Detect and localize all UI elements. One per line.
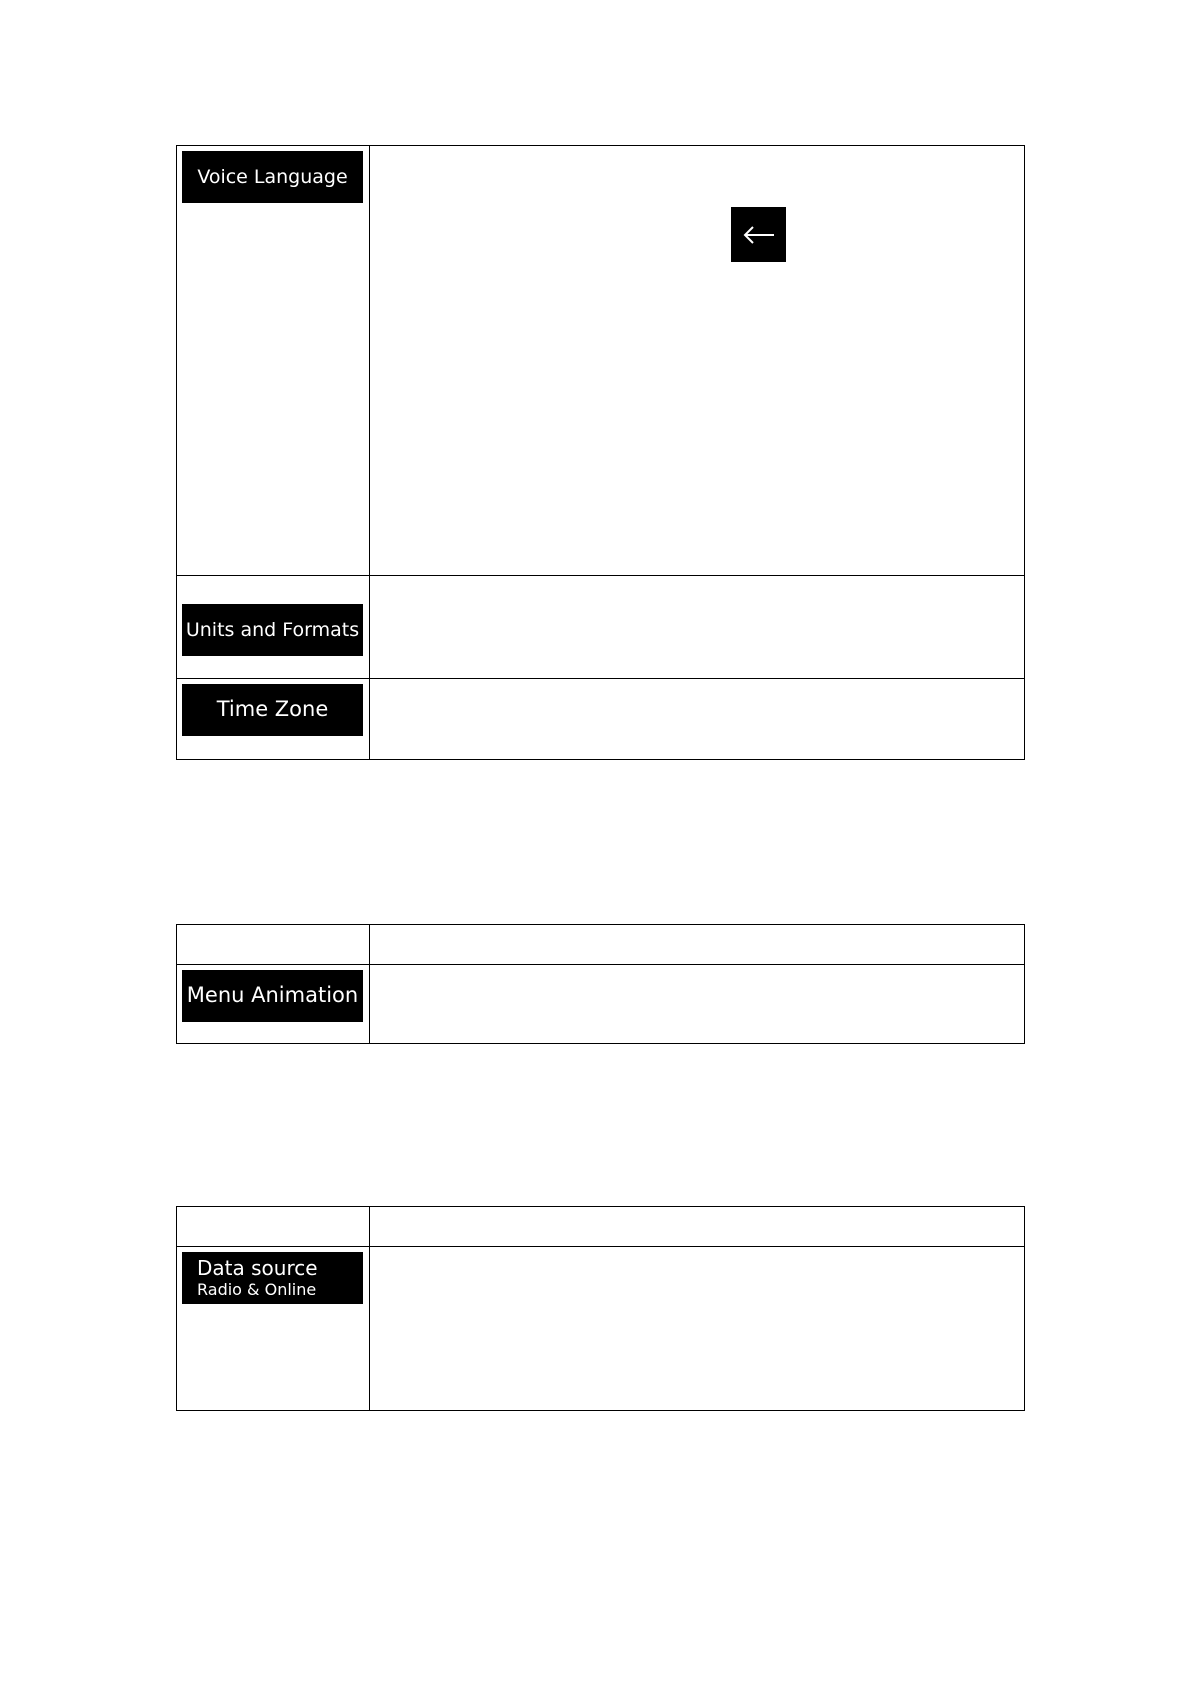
time-zone-label: Time Zone xyxy=(216,697,329,722)
description-cell xyxy=(370,146,1025,576)
units-and-formats-label: Units and Formats xyxy=(185,618,360,641)
data-source-sublabel: Radio & Online xyxy=(197,1280,317,1300)
description-cell xyxy=(370,965,1025,1044)
button-cell xyxy=(177,679,370,760)
header-cell xyxy=(177,925,370,965)
data-source-button[interactable] xyxy=(182,1252,363,1304)
units-and-formats-button[interactable] xyxy=(182,604,363,656)
left-arrow-icon xyxy=(742,224,776,246)
settings-table-2 xyxy=(176,924,1025,1044)
description-cell xyxy=(370,1247,1025,1411)
settings-table-3 xyxy=(176,1206,1025,1411)
settings-table-1 xyxy=(176,145,1025,760)
time-zone-button[interactable] xyxy=(182,684,363,736)
button-cell xyxy=(177,1247,370,1411)
menu-animation-button[interactable] xyxy=(182,970,363,1022)
header-cell xyxy=(177,1207,370,1247)
description-cell xyxy=(370,576,1025,679)
voice-language-label: Voice Language xyxy=(197,165,348,188)
description-cell xyxy=(370,679,1025,760)
button-cell xyxy=(177,146,370,576)
voice-language-button[interactable] xyxy=(182,151,363,203)
data-source-label: Data source xyxy=(197,1256,318,1281)
header-cell xyxy=(370,925,1025,965)
header-cell xyxy=(370,1207,1025,1247)
menu-animation-label: Menu Animation xyxy=(186,983,359,1008)
button-cell xyxy=(177,576,370,679)
back-button[interactable] xyxy=(731,207,786,262)
button-cell xyxy=(177,965,370,1044)
